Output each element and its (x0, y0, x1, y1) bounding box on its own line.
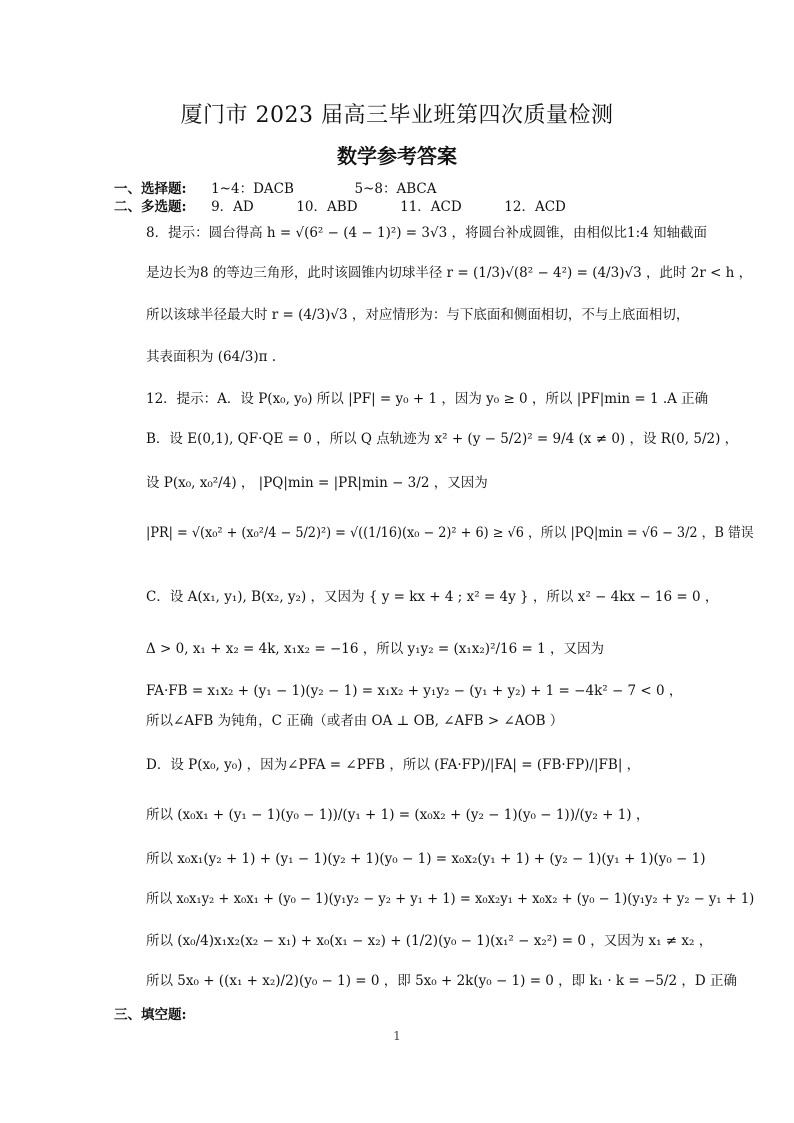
q8-line-4: 其表面积为 (64/3)π . (146, 349, 277, 365)
page-number: 1 (393, 1029, 401, 1043)
q12-line-d3: 所以 x₀x₁(y₂ + 1) + (y₁ − 1)(y₂ + 1)(y₀ − 1) = x₀x₂(y₁ + 1) + (y₂ − 1)(y₁ + 1)(y₀ − 1) (146, 851, 706, 867)
single-choice-row (114, 177, 437, 197)
q12-line-b1: B．设 E(0,1), QF·QE = 0 ，所以 Q 点轨迹为 x² + (y − 5/2)² = 9/4 (x ≠ 0) ，设 R(0, 5/2) ， (146, 431, 739, 447)
multi-answer-10: 10．ABD (296, 199, 358, 215)
multi-choice-row (114, 195, 566, 215)
q12-line-d6: 所以 5x₀ + ((x₁ + x₂)/2)(y₀ − 1) = 0 ，即 5x₀ + 2k(y₀ − 1) = 0 ，即 k₁ · k = −5/2 ，D 正确 (146, 973, 737, 989)
page-title: 厦门市 2023 届高三毕业班第四次质量检测 (180, 103, 614, 128)
q12-line-a: 12．提示：A．设 P(x₀, y₀) 所以 |PF| = y₀ + 1 ，因为 y₀ ≥ 0 ，所以 |PF|min = 1 .A 正确 (146, 391, 709, 407)
q12-line-b2: 设 P(x₀, x₀²/4) ， |PQ|min = |PR|min − 3/2 ，又因为 (146, 475, 488, 491)
q12-line-d2: 所以 (x₀x₁ + (y₁ − 1)(y₀ − 1))/(y₁ + 1) = (x₀x₂ + (y₂ − 1)(y₀ − 1))/(y₂ + 1) ， (146, 807, 650, 823)
q12-line-d1: D．设 P(x₀, y₀) ，因为∠PFA = ∠PFB ，所以 (FA·FP)/|FA| = (FB·FP)/|FB| ， (146, 757, 641, 773)
multi-answer-9: 9．AD (211, 199, 254, 215)
q12-line-c2: Δ > 0, x₁ + x₂ = 4k, x₁x₂ = −16 ，所以 y₁y₂ = (x₁x₂)²/16 = 1 ，又因为 (146, 641, 604, 657)
q12-line-d4: 所以 x₀x₁y₂ + x₀x₁ + (y₀ − 1)(y₁y₂ − y₂ + y₁ + 1) = x₀x₂y₁ + x₀x₂ + (y₀ − 1)(y₁y₂ + y₂ − y₁ + 1) (146, 891, 755, 907)
q8-line-2: 是边长为8 的等边三角形，此时该圆锥内切球半径 r = (1/3)√(8² − 4²) = (4/3)√3 ，此时 2r < h ， (146, 265, 753, 281)
q12-line-c4: 所以∠AFB 为钝角，C 正确（或者由 OA ⊥ OB, ∠AFB > ∠AOB ） (146, 713, 564, 729)
page-subtitle: 数学参考答案 (337, 144, 457, 168)
single-choice-answers-2: 5~8：ABCA (354, 181, 437, 197)
single-choice-label: 一、选择题: (114, 181, 187, 197)
fill-blank-row (114, 1003, 186, 1023)
multi-answer-11: 11．ACD (400, 199, 462, 215)
q8-line-3: 所以该球半径最大时 r = (4/3)√3 ，对应情形为：与下底面和侧面相切，不与上底面相切， (146, 307, 690, 323)
q12-line-c1: C．设 A(x₁, y₁), B(x₂, y₂) ，又因为 { y = kx + 4 ; x² = 4y } ，所以 x² − 4kx − 16 = 0 ， (146, 589, 719, 605)
fill-blank-label: 三、填空题: (114, 1007, 187, 1023)
single-choice-answers-1: 1~4：DACB (211, 181, 294, 197)
q12-line-c3: FA·FB = x₁x₂ + (y₁ − 1)(y₂ − 1) = x₁x₂ + y₁y₂ − (y₁ + y₂) + 1 = −4k² − 7 < 0 ， (146, 683, 683, 699)
q12-line-d5: 所以 (x₀/4)x₁x₂(x₂ − x₁) + x₀(x₁ − x₂) + (1/2)(y₀ − 1)(x₁² − x₂²) = 0 ，又因为 x₁ ≠ x₂ ， (146, 933, 713, 949)
q12-line-b3: |PR| = √(x₀² + (x₀²/4 − 5/2)²) = √((1/16)(x₀ − 2)² + 6) ≥ √6 ，所以 |PQ|min = √6 − 3/2 ，B 错误 (146, 525, 754, 541)
q8-line-1: 8．提示：圆台得高 h = √(6² − (4 − 1)²) = 3√3 ，将圆台补成圆锥，由相似比1:4 知轴截面 (146, 225, 708, 241)
multi-choice-label: 二、多选题: (114, 199, 187, 215)
multi-answer-12: 12．ACD (504, 199, 566, 215)
